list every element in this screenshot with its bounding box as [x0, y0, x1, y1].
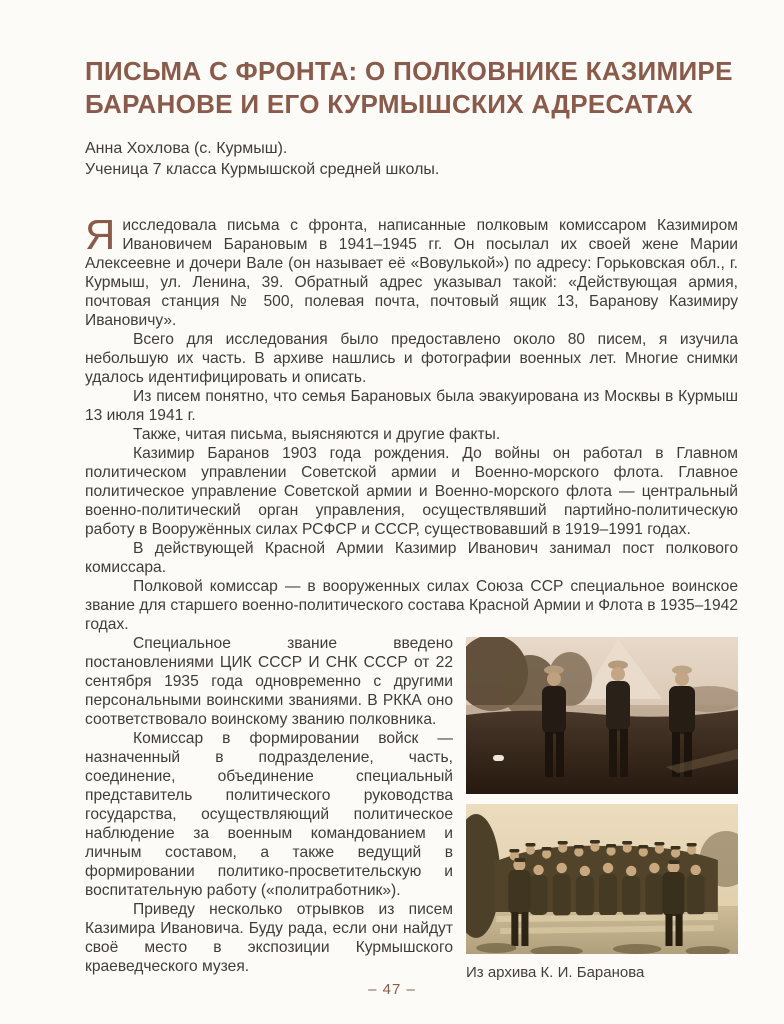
- page-content: [85, 55, 738, 984]
- paragraph: Всего для исследования было предоставлено около 80 писем, я изучила небольшую их часть. В архиве нашлись и фотографии военных лет. Многие снимки удалось идентифицировать и описать.: [85, 331, 738, 386]
- page-number: – 47 –: [368, 981, 416, 998]
- page-title: ПИСЬМА С ФРОНТА: О ПОЛКОВНИКЕ КАЗИМИРЕ БАРАНОВЕ И ЕГО КУРМЫШСКИХ АДРЕСАТАХ: [85, 56, 733, 119]
- archive-photos-figure: [466, 637, 738, 982]
- photo-soldiers-group: [466, 804, 738, 954]
- paragraph: Специальное звание введено постановлениями ЦИК СССР И СНК СССР от 22 сентября 1935 года одновременно с другими персональными воинскими званиями. В РККА оно соответствовало воинскому званию полковника.: [85, 635, 453, 728]
- paragraph: Также, читая письма, выясняются и другие факты.: [133, 426, 501, 443]
- photo-three-officers-image: [466, 637, 738, 794]
- paragraph: Комиссар в формировании войск — назначенный в подразделение, часть, соединение, объединение специальный представитель политического руководства государства, осуществляющий политическое наблюдение за военным командованием и личным составом, а также ведущий в формировании политико-просветительскую и воспитательную работу («политработник»).: [85, 730, 453, 899]
- drop-cap: Я: [85, 211, 116, 258]
- paragraph: В действующей Красной Армии Казимир Иванович занимал пост полкового комиссара.: [85, 540, 738, 576]
- author-description: Ученица 7 класса Курмышской средней школы.: [85, 161, 440, 178]
- paragraph: Приведу несколько отрывков из писем Казимира Ивановича. Буду рада, если они найдут своё место в экспозиции Курмышского краеведческого музея.: [85, 901, 453, 975]
- article-body: [85, 211, 738, 981]
- author-block: [85, 138, 738, 180]
- paragraph: Полковой комиссар — в вооруженных силах Союза ССР специальное воинское звание для старшего военно-политического состава Красной Армии и Флота в 1935–1942 годах.: [85, 578, 738, 633]
- paragraph: Из писем понятно, что семья Барановых была эвакуирована из Москвы в Курмыш 13 июля 1941 г.: [85, 388, 738, 424]
- photo-three-officers: [466, 637, 738, 794]
- photo-soldiers-group-image: [466, 804, 738, 954]
- author-name: Анна Хохлова (с. Курмыш).: [85, 140, 288, 157]
- paragraph: [85, 211, 738, 330]
- paragraph: Казимир Баранов 1903 года рождения. До войны он работал в Главном политическом управлении Советской армии и Военно-морского флота. Главное политическое управление Советской армии и Военно-морского флота — центральный военно-политический орган управления, осуществлявший партийно-политическую работу в Вооружённых силах РСФСР и СССР, существовавший в 1919–1991 годах.: [85, 445, 738, 538]
- photo-caption: Из архива К. И. Баранова: [466, 964, 645, 981]
- paragraph-text: исследовала письма с фронта, написанные полковым комиссаром Казимиром Ивановичем Барановым в 1941–1945 гг. Он посылал их своей жене Марии Алексеевне и дочери Вале (он называет её «Вовулькой») по адресу: Горьковская обл., г. Курмыш, ул. Ленина, 39. Обратный адрес указывал такой: «Действующая армия, почтовая станция № 500, полевая почта, почтовый ящик 13, Баранову Казимиру Ивановичу».: [85, 217, 738, 329]
